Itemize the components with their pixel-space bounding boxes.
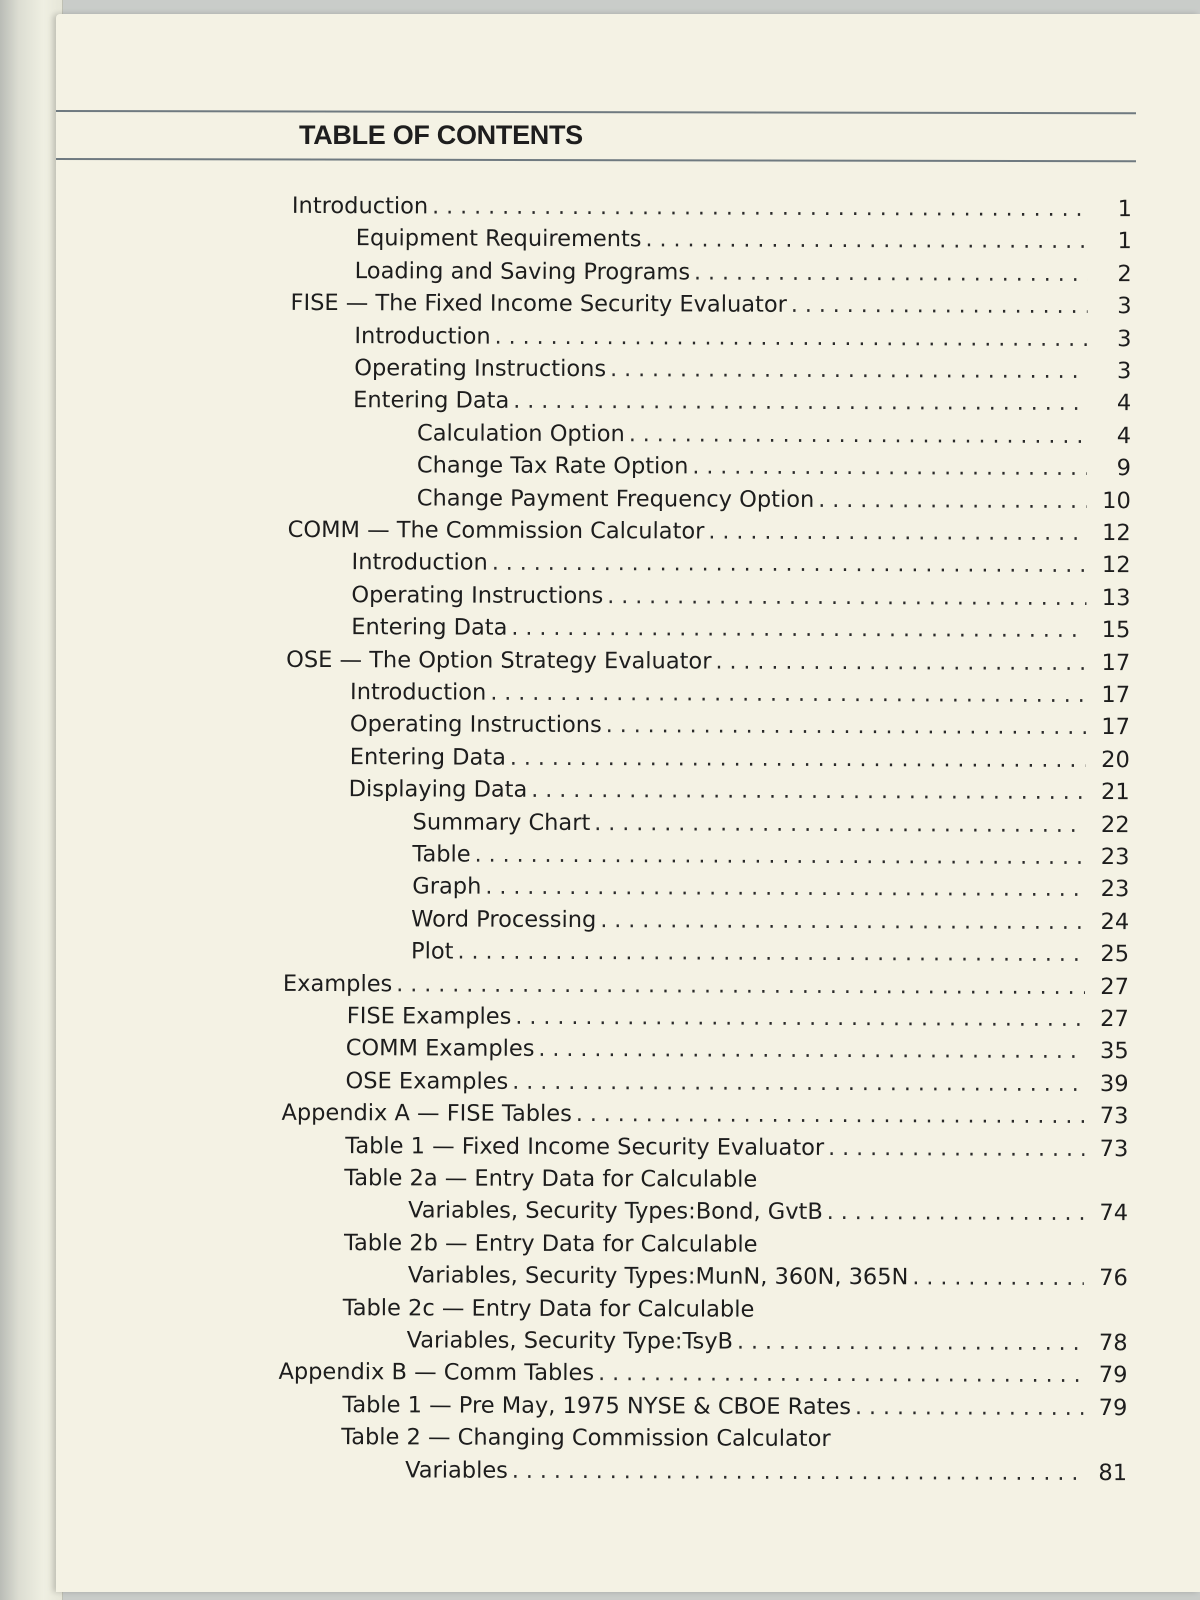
toc-entry [411,939,1129,974]
toc-entry [413,809,1130,844]
toc-entry-page-number: 4 [1116,390,1132,417]
toc-entry-page-number: 73 [1099,1135,1129,1162]
toc-entry [350,744,1130,779]
toc-entry-page-number: 9 [1116,455,1131,482]
toc-entry-title: Entering Data [351,614,508,641]
toc-entry-title: Appendix A — FISE Tables [281,1100,572,1128]
toc-entry [341,1424,835,1458]
toc-entry-title: Appendix B — Comm Tables [278,1359,595,1387]
toc-entry-title: Change Tax Rate Option [416,452,689,480]
toc-dot-leader [432,193,1088,222]
toc-entry-page-number: 12 [1101,552,1131,579]
toc-dot-leader [606,713,1086,741]
toc-dot-leader [485,874,1085,902]
toc-entry-page-number: 10 [1102,487,1131,514]
toc-dot-leader [594,810,1085,838]
toc-entry-title: Summary Chart [412,808,591,836]
toc-entry [407,1327,1128,1362]
toc-entry-title: Loading and Saving Programs [354,257,691,286]
toc-entry [354,323,1131,358]
toc-entry-title: Variables [405,1456,508,1484]
toc-entry-page-number: 79 [1098,1394,1128,1421]
toc-entry [351,614,1130,649]
toc-entry [354,355,1131,390]
toc-entry-page-number: 81 [1098,1459,1128,1486]
toc-entry-page-number: 3 [1116,358,1132,385]
toc-entry [278,1359,1127,1394]
toc-entry-page-number: 35 [1100,1038,1129,1065]
toc-entry-title: OSE Examples [345,1067,509,1095]
toc-entry [417,485,1131,520]
toc-entry-title: COMM Examples [345,1035,535,1063]
toc-dot-leader [828,1135,1084,1162]
toc-entry [353,388,1131,423]
toc-dot-leader [512,1457,1083,1485]
toc-dot-leader [475,842,1086,870]
toc-dot-leader [598,1360,1083,1388]
toc-entry [344,1165,761,1199]
toc-dot-leader [737,1329,1084,1356]
toc-entry-page-number: 1 [1117,196,1132,223]
toc-entry-page-number: 22 [1100,811,1130,838]
toc-dot-leader [531,777,1085,805]
toc-entry-title: OSE — The Option Strategy Evaluator [286,646,712,675]
toc-entry-page-number: 13 [1101,584,1131,611]
toc-entry [346,1068,1129,1103]
toc-entry-page-number: 76 [1099,1265,1128,1292]
toc-entry-title: COMM — The Commission Calculator [287,516,705,545]
header-top-rule [56,110,1136,114]
toc-entry-title: Table 2 — Changing Commission Calculator [341,1424,831,1453]
toc-entry-title: Displaying Data [348,776,528,804]
toc-entry [288,517,1131,552]
toc-entry-title: Table [412,841,471,868]
toc-dot-leader [692,454,1087,482]
toc-dot-leader [576,1101,1085,1129]
toc-entry [350,679,1130,714]
toc-entry [342,1392,1127,1427]
toc-entry-title: Table 1 — Pre May, 1975 NYSE & CBOE Rates [342,1391,852,1420]
toc-entry-page-number: 1 [1117,228,1132,255]
toc-entry [343,1295,759,1329]
toc-dot-leader [912,1264,1084,1291]
book-page [56,14,1200,1592]
toc-dot-leader [607,583,1086,611]
toc-entry [283,970,1129,1005]
toc-entry-page-number: 17 [1101,649,1131,676]
toc-entry-title: Introduction [351,549,488,577]
toc-dot-leader [513,388,1087,416]
toc-entry-page-number: 2 [1117,260,1132,287]
toc-entry-page-number: 78 [1098,1330,1128,1357]
toc-entry [344,1230,762,1264]
toc-entry-title: Variables, Security Types:MunN, 360N, 365N [407,1262,909,1291]
toc-entry-page-number: 23 [1100,844,1130,871]
toc-entry-title: Table 1 — Fixed Income Security Evaluator [345,1132,825,1161]
toc-entry-title: Equipment Requirements [355,225,642,253]
toc-entry [352,550,1131,585]
header-bottom-rule [56,158,1136,162]
toc-entry-page-number: 27 [1100,1006,1129,1033]
toc-entry-page-number: 74 [1099,1200,1129,1227]
toc-entry [347,1003,1129,1038]
toc-dot-leader [495,323,1088,351]
toc-entry-title: Introduction [350,679,487,706]
toc-entry-title: Word Processing [411,906,597,933]
toc-entry-title: Change Payment Frequency Option [416,484,815,513]
toc-entry-page-number: 73 [1099,1103,1129,1130]
toc-entry [349,776,1130,811]
toc-entry-page-number: 17 [1101,682,1131,709]
toc-entry-page-number: 4 [1116,422,1132,449]
toc-entry [417,420,1131,455]
toc-entry-title: Table 2a — Entry Data for Calculable [344,1165,758,1193]
toc-entry-title: Operating Instructions [354,355,607,383]
toc-entry-title: Introduction [354,322,491,350]
toc-dot-leader [645,227,1087,255]
toc-dot-leader [610,356,1087,384]
toc-entry [417,453,1131,488]
toc-entry-title: Entering Data [353,387,510,415]
toc-entry [350,712,1130,747]
toc-entry-title: Table 2b — Entry Data for Calculable [343,1229,758,1258]
toc-entry-page-number: 24 [1100,908,1130,935]
toc-entry [356,226,1132,261]
toc-entry-page-number: 17 [1101,714,1131,741]
toc-entry [411,906,1129,941]
toc-dot-leader [457,939,1085,967]
toc-entry [412,874,1129,909]
toc-entry-title: Graph [412,873,482,901]
page-title: TABLE OF CONTENTS [299,120,583,150]
toc-dot-leader [512,1069,1084,1097]
toc-entry [281,1100,1128,1135]
toc-entry-page-number: 3 [1117,293,1132,320]
toc-dot-leader [694,259,1088,287]
toc-dot-leader [538,1036,1084,1064]
toc-entry-page-number: 20 [1101,746,1130,773]
toc-entry [351,582,1130,617]
toc-dot-leader [855,1394,1083,1421]
toc-entry-page-number: 12 [1102,520,1131,547]
toc-entry-title: Plot [411,938,454,965]
toc-entry [405,1457,1127,1492]
toc-dot-leader [492,550,1087,578]
toc-entry-title: FISE Examples [346,1003,512,1030]
toc-entry-page-number: 25 [1100,941,1130,968]
toc-entry-page-number: 39 [1099,1070,1129,1097]
toc-entry [412,841,1129,876]
toc-dot-leader [600,907,1085,935]
toc-entry [345,1133,1128,1168]
toc-dot-leader [515,1004,1085,1032]
toc-dot-leader [818,487,1087,514]
toc-entry [355,258,1132,293]
toc-entry-page-number: 3 [1117,325,1132,352]
toc-dot-leader [827,1199,1084,1226]
toc-entry-page-number: 15 [1101,617,1131,644]
toc-entry-title: Calculation Option [417,420,625,447]
table-of-contents [51,192,1200,1536]
toc-entry-page-number: 21 [1101,779,1130,806]
toc-entry [408,1198,1128,1233]
toc-entry [408,1263,1128,1298]
toc-entry-title: FISE — The Fixed Income Security Evaluator [290,290,787,318]
toc-dot-leader [490,680,1086,708]
toc-dot-leader [715,648,1086,675]
toc-entry [292,193,1132,228]
toc-entry-title: Operating Instructions [349,711,602,739]
toc-dot-leader [511,615,1086,643]
toc-dot-leader [708,519,1086,546]
toc-entry-page-number: 27 [1100,973,1130,1000]
toc-entry-title: Table 2c — Entry Data for Calculable [342,1294,755,1323]
toc-entry-title: Variables, Security Type:TsyB [406,1327,734,1355]
toc-dot-leader [396,971,1085,1000]
toc-entry-title: Operating Instructions [351,581,604,609]
toc-entry-page-number: 23 [1100,876,1130,903]
toc-entry-title: Examples [282,970,393,997]
toc-entry [346,1036,1129,1071]
toc-entry-page-number: 79 [1098,1362,1128,1389]
toc-entry-title: Introduction [291,192,429,220]
toc-entry [291,290,1132,325]
toc-entry-title: Entering Data [349,743,506,771]
toc-dot-leader [510,745,1086,773]
toc-entry-title: Variables, Security Types:Bond, GvtB [408,1197,823,1226]
toc-dot-leader [629,421,1087,449]
toc-dot-leader [791,292,1088,319]
toc-entry [286,646,1130,681]
